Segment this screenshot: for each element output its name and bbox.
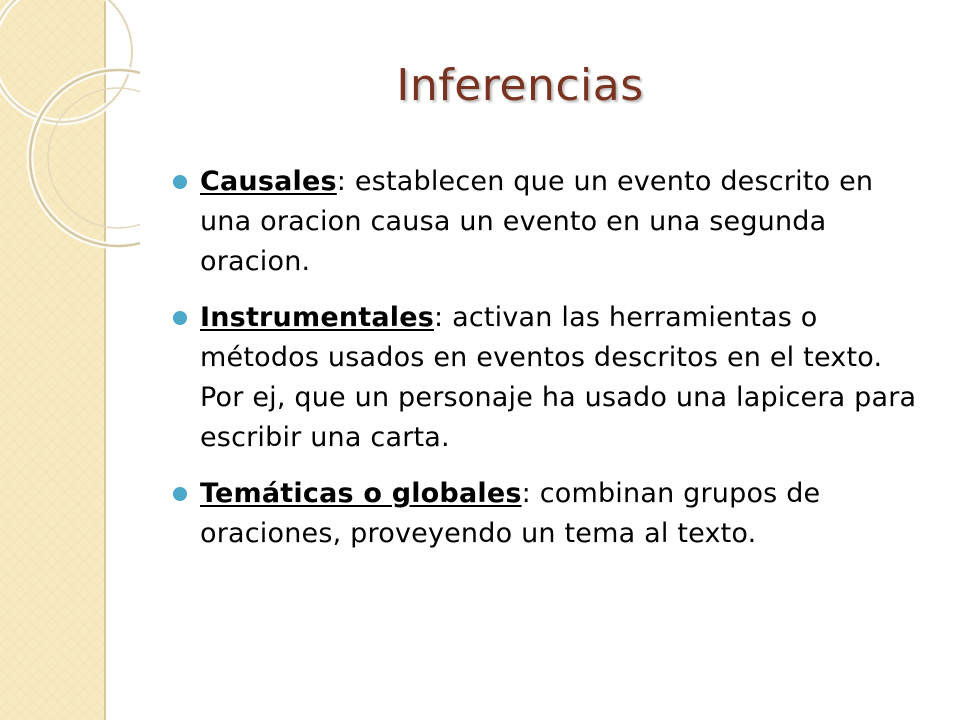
bullet-item-instrumentales xyxy=(166,298,926,458)
slide-title: Inferencias xyxy=(396,60,644,111)
bullet-icon xyxy=(173,311,187,325)
bullet-text: : activan las herramientas o métodos usados en eventos descritos en el texto. Por ej, que un personaje ha usado una lapicera para escribir una carta. xyxy=(200,302,917,453)
decorative-circles xyxy=(0,0,140,260)
bullet-term: Instrumentales xyxy=(200,302,435,333)
bullet-item-tematicas xyxy=(166,474,926,554)
bullet-icon xyxy=(173,487,187,501)
bullet-list xyxy=(166,162,926,570)
bullet-term: Temáticas o globales xyxy=(200,478,522,509)
bullet-text: : combinan grupos de oraciones, proveyendo un tema al texto. xyxy=(200,478,821,549)
bullet-icon xyxy=(173,175,187,189)
bullet-item-causales xyxy=(166,162,926,282)
bullet-term: Causales xyxy=(200,166,337,197)
bullet-text: : establecen que un evento descrito en una oracion causa un evento en una segunda oracion. xyxy=(200,166,874,277)
